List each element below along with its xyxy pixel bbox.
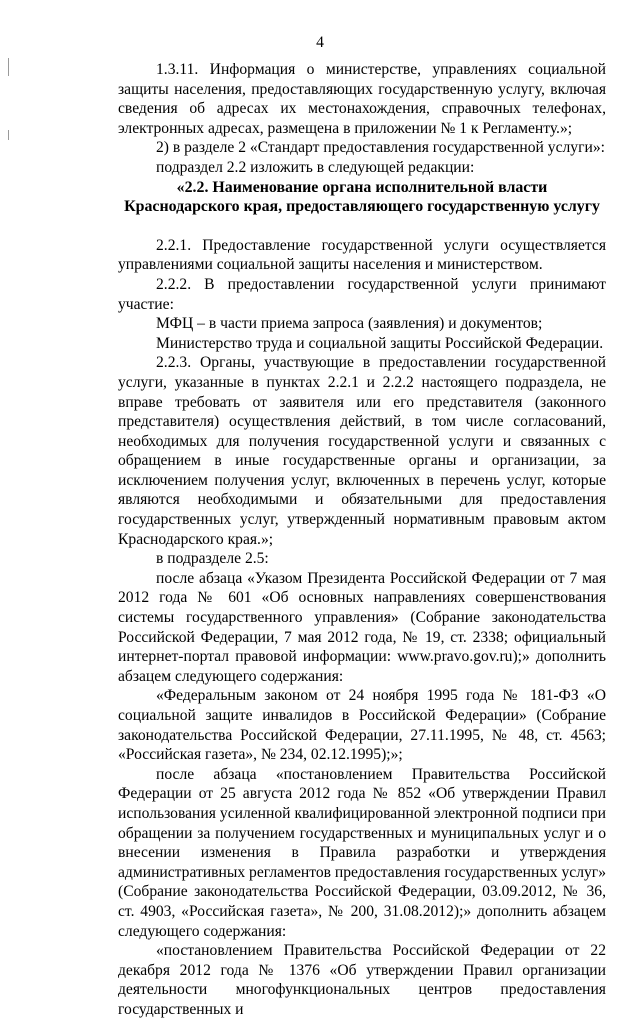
paragraph-mfc: МФЦ – в части приема запроса (заявления) и документов;	[156, 315, 543, 333]
paragraph-2-2-2: 2.2.2. В предоставлении государственной услуги принимают участие:	[118, 275, 606, 313]
paragraph-resolution-1376: «постановлением Правительства Российской Федерации от 22 декабря 2012 года № 1376 «Об утверждении Правил организации деятельности многофункциональных центров предоставления государственных и	[118, 942, 606, 1018]
paragraph-federal-law-181: «Федеральным законом от 24 ноября 1995 года № 181-ФЗ «О социальной защите инвалидов в Российской Федерации» (Собрание законодательства Российской Федерации, 27.11.1995, № 48, ст. 4563; «Российская газета», № 234, 02.12.1995);»;	[118, 687, 606, 764]
paragraph-subsection-2-2-intro: подраздел 2.2 изложить в следующей редакции:	[156, 158, 475, 176]
section-heading-2-2: «2.2. Наименование органа исполнительной власти Краснодарского края, предоставляющего государственную услугу	[124, 178, 600, 216]
paragraph-ministry-labor: Министерство труда и социальной защиты Российской Федерации.	[156, 334, 604, 352]
scan-margin-mark	[8, 58, 9, 76]
paragraph-2-2-1: 2.2.1. Предоставление государственной услуги осуществляется управлениями социальной защиты населения и министерством.	[118, 236, 606, 274]
scan-margin-mark	[8, 130, 9, 140]
paragraph-after-decree-601: после абзаца «Указом Президента Российской Федерации от 7 мая 2012 года № 601 «Об основных направлениях совершенствования системы государственного управления» (Собрание законодательства Российской Федерации, 7 мая 2012 года, № 19, ст. 2338; официальный интернет-портал правовой информации: www.pravo.gov.ru);» дополнить абзацем следующего содержания:	[118, 569, 606, 685]
paragraph-1-3-11: 1.3.11. Информация о министерстве, управлениях социальной защиты населения, предоставляющих государственную услугу, включая сведения об адресах их местонахождения, справочных телефонах, электронных адресах, размещена в приложении № 1 к Регламенту.»;	[118, 61, 606, 137]
document-body	[118, 60, 606, 1020]
paragraph-subsection-2-5: в подразделе 2.5:	[156, 550, 269, 568]
paragraph-section-2: 2) в разделе 2 «Стандарт предоставления государственной услуги»:	[156, 139, 605, 157]
paragraph-after-resolution-852: после абзаца «постановлением Правительства Российской Федерации от 25 августа 2012 года № 852 «Об утверждении Правил использования усиленной квалифицированной электронной подписи при обращении за получением государственных и муниципальных услуг и о внесении изменения в Правила разработки и утверждения административных регламентов предоставления государственных услуг» (Собрание законодательства Российской Федерации, 03.09.2012, № 36, ст. 4903, «Российская газета», № 200, 31.08.2012);» дополнить абзацем следующего содержания:	[118, 765, 606, 940]
page-number: 4	[316, 34, 324, 51]
paragraph-2-2-3: 2.2.3. Органы, участвующие в предоставлении государственной услуги, указанные в пунктах 2.2.1 и 2.2.2 настоящего подраздела, не вправе требовать от заявителя или его представителя (законного представителя) осуществления действий, в том числе согласований, необходимых для получения государственной услуги и связанных с обращением в иные государственные органы и организации, за исключением получения услуг, включенных в перечень услуг, которые являются необходимыми и обязательными для предоставления государственных услуг, утвержденный нормативным правовым актом Краснодарского края.»;	[118, 354, 606, 548]
